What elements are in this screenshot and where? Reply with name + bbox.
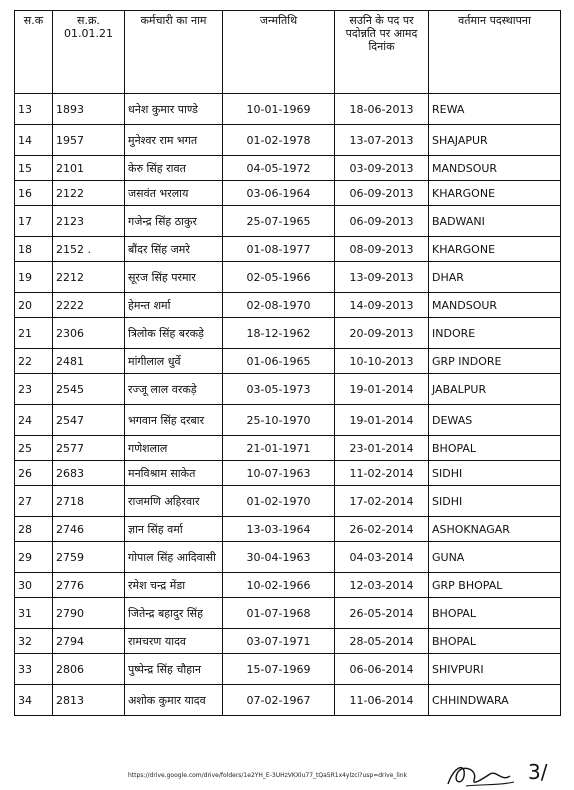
cell-sr: 2481 xyxy=(53,349,125,374)
cell-sno: 26 xyxy=(15,461,53,486)
table-row xyxy=(15,486,561,517)
cell-dob: 03-07-1971 xyxy=(223,629,335,654)
cell-dob: 10-01-1969 xyxy=(223,94,335,125)
cell-dob: 13-03-1964 xyxy=(223,517,335,542)
cell-sno: 18 xyxy=(15,237,53,262)
cell-promotion-date: 14-09-2013 xyxy=(335,293,429,318)
cell-promotion-date: 10-10-2013 xyxy=(335,349,429,374)
cell-sno: 32 xyxy=(15,629,53,654)
cell-sr: 2545 xyxy=(53,374,125,405)
table-row xyxy=(15,94,561,125)
table-row xyxy=(15,156,561,181)
table-row xyxy=(15,125,561,156)
cell-sno: 22 xyxy=(15,349,53,374)
cell-sr: 2152 . xyxy=(53,237,125,262)
cell-posting: DHAR xyxy=(429,262,561,293)
cell-posting: JABALPUR xyxy=(429,374,561,405)
cell-sno: 19 xyxy=(15,262,53,293)
cell-posting: KHARGONE xyxy=(429,237,561,262)
cell-posting: MANDSOUR xyxy=(429,156,561,181)
table-row xyxy=(15,318,561,349)
cell-posting: BHOPAL xyxy=(429,436,561,461)
cell-sno: 30 xyxy=(15,573,53,598)
cell-promotion-date: 04-03-2014 xyxy=(335,542,429,573)
cell-sno: 15 xyxy=(15,156,53,181)
cell-name: मुनेश्वर राम भगत xyxy=(125,125,223,156)
cell-sno: 33 xyxy=(15,654,53,685)
cell-name: बौंदर सिंह जमरे xyxy=(125,237,223,262)
cell-promotion-date: 26-02-2014 xyxy=(335,517,429,542)
cell-dob: 01-06-1965 xyxy=(223,349,335,374)
cell-promotion-date: 26-05-2014 xyxy=(335,598,429,629)
cell-sr: 2122 xyxy=(53,181,125,206)
cell-promotion-date: 12-03-2014 xyxy=(335,573,429,598)
table-row xyxy=(15,598,561,629)
table-row xyxy=(15,293,561,318)
cell-dob: 01-07-1968 xyxy=(223,598,335,629)
cell-sr: 2123 xyxy=(53,206,125,237)
cell-name: अशोक कुमार यादव xyxy=(125,685,223,716)
cell-promotion-date: 13-09-2013 xyxy=(335,262,429,293)
table-row xyxy=(15,262,561,293)
table-row xyxy=(15,517,561,542)
cell-sr: 2759 xyxy=(53,542,125,573)
cell-promotion-date: 06-09-2013 xyxy=(335,206,429,237)
table-row xyxy=(15,436,561,461)
cell-dob: 10-07-1963 xyxy=(223,461,335,486)
table-row xyxy=(15,405,561,436)
officers-table xyxy=(14,10,561,716)
cell-posting: INDORE xyxy=(429,318,561,349)
cell-dob: 03-05-1973 xyxy=(223,374,335,405)
cell-dob: 25-10-1970 xyxy=(223,405,335,436)
cell-sr: 2212 xyxy=(53,262,125,293)
cell-sr: 2547 xyxy=(53,405,125,436)
cell-name: राजमणि अहिरवार xyxy=(125,486,223,517)
cell-dob: 02-08-1970 xyxy=(223,293,335,318)
cell-sno: 28 xyxy=(15,517,53,542)
cell-promotion-date: 18-06-2013 xyxy=(335,94,429,125)
cell-posting: BHOPAL xyxy=(429,598,561,629)
cell-dob: 10-02-1966 xyxy=(223,573,335,598)
cell-posting: CHHINDWARA xyxy=(429,685,561,716)
cell-dob: 04-05-1972 xyxy=(223,156,335,181)
cell-promotion-date: 23-01-2014 xyxy=(335,436,429,461)
cell-sr: 2718 xyxy=(53,486,125,517)
cell-sno: 24 xyxy=(15,405,53,436)
cell-name: रज्जू लाल वरकड़े xyxy=(125,374,223,405)
cell-posting: SIDHI xyxy=(429,461,561,486)
cell-sno: 14 xyxy=(15,125,53,156)
cell-sno: 17 xyxy=(15,206,53,237)
cell-promotion-date: 11-02-2014 xyxy=(335,461,429,486)
header-posting: वर्तमान पदस्थापना xyxy=(429,11,561,94)
cell-promotion-date: 19-01-2014 xyxy=(335,405,429,436)
cell-sr: 2683 xyxy=(53,461,125,486)
cell-name: गणेशलाल xyxy=(125,436,223,461)
cell-sno: 27 xyxy=(15,486,53,517)
header-row xyxy=(15,11,561,94)
cell-promotion-date: 03-09-2013 xyxy=(335,156,429,181)
cell-posting: REWA xyxy=(429,94,561,125)
cell-promotion-date: 19-01-2014 xyxy=(335,374,429,405)
cell-posting: MANDSOUR xyxy=(429,293,561,318)
cell-sr: 2776 xyxy=(53,573,125,598)
cell-sno: 25 xyxy=(15,436,53,461)
cell-dob: 03-06-1964 xyxy=(223,181,335,206)
cell-posting: KHARGONE xyxy=(429,181,561,206)
cell-sr: 2813 xyxy=(53,685,125,716)
cell-name: भगवान सिंह दरबार xyxy=(125,405,223,436)
header-name: कर्मचारी का नाम xyxy=(125,11,223,94)
table-row xyxy=(15,685,561,716)
cell-sr: 2306 xyxy=(53,318,125,349)
table-row xyxy=(15,237,561,262)
cell-posting: BHOPAL xyxy=(429,629,561,654)
cell-posting: SIDHI xyxy=(429,486,561,517)
cell-dob: 01-02-1978 xyxy=(223,125,335,156)
cell-name: गजेन्द्र सिंह ठाकुर xyxy=(125,206,223,237)
cell-name: ज्ञान सिंह वर्मा xyxy=(125,517,223,542)
cell-name: पुष्पेन्द्र सिंह चौहान xyxy=(125,654,223,685)
cell-promotion-date: 28-05-2014 xyxy=(335,629,429,654)
table-row xyxy=(15,374,561,405)
cell-name: मांगीलाल धुर्वे xyxy=(125,349,223,374)
table-row xyxy=(15,573,561,598)
cell-posting: DEWAS xyxy=(429,405,561,436)
cell-posting: GUNA xyxy=(429,542,561,573)
table-row xyxy=(15,181,561,206)
cell-promotion-date: 06-06-2014 xyxy=(335,654,429,685)
table-row xyxy=(15,629,561,654)
cell-name: केरु सिंह रावत xyxy=(125,156,223,181)
cell-sr: 2794 xyxy=(53,629,125,654)
cell-name: रामचरण यादव xyxy=(125,629,223,654)
cell-name: जितेन्द्र बहादुर सिंह xyxy=(125,598,223,629)
table-row xyxy=(15,461,561,486)
signature-mark xyxy=(444,760,524,790)
cell-dob: 30-04-1963 xyxy=(223,542,335,573)
cell-dob: 07-02-1967 xyxy=(223,685,335,716)
cell-promotion-date: 08-09-2013 xyxy=(335,237,429,262)
cell-promotion-date: 11-06-2014 xyxy=(335,685,429,716)
cell-dob: 15-07-1969 xyxy=(223,654,335,685)
cell-sno: 21 xyxy=(15,318,53,349)
cell-promotion-date: 20-09-2013 xyxy=(335,318,429,349)
header-sr: स.क्र. 01.01.21 xyxy=(53,11,125,94)
cell-sr: 2222 xyxy=(53,293,125,318)
cell-sno: 20 xyxy=(15,293,53,318)
cell-name: जसवंत भरलाय xyxy=(125,181,223,206)
cell-promotion-date: 13-07-2013 xyxy=(335,125,429,156)
cell-sr: 2101 xyxy=(53,156,125,181)
cell-sno: 31 xyxy=(15,598,53,629)
cell-name: सूरज सिंह परमार xyxy=(125,262,223,293)
table-row xyxy=(15,542,561,573)
cell-posting: GRP BHOPAL xyxy=(429,573,561,598)
cell-sno: 29 xyxy=(15,542,53,573)
cell-name: मनविश्राम साकेत xyxy=(125,461,223,486)
cell-posting: SHIVPURI xyxy=(429,654,561,685)
header-sno: स.क xyxy=(15,11,53,94)
cell-name: धनेश कुमार पाण्डे xyxy=(125,94,223,125)
cell-sr: 1893 xyxy=(53,94,125,125)
cell-sr: 2806 xyxy=(53,654,125,685)
cell-sno: 16 xyxy=(15,181,53,206)
header-promotion-date: सउनि के पद पर पदोन्नति पर आमद दिनांक xyxy=(335,11,429,94)
cell-name: त्रिलोक सिंह बरकड़े xyxy=(125,318,223,349)
cell-sno: 23 xyxy=(15,374,53,405)
drive-link[interactable]: https://drive.google.com/drive/folders/1e2YH_E-3UHzVKXlu77_tQa5R1x4ylzci?usp=drive_link xyxy=(128,772,408,779)
cell-sr: 1957 xyxy=(53,125,125,156)
table-row xyxy=(15,654,561,685)
cell-sno: 34 xyxy=(15,685,53,716)
table-row xyxy=(15,206,561,237)
cell-dob: 01-02-1970 xyxy=(223,486,335,517)
cell-sno: 13 xyxy=(15,94,53,125)
cell-posting: ASHOKNAGAR xyxy=(429,517,561,542)
cell-sr: 2746 xyxy=(53,517,125,542)
cell-dob: 01-08-1977 xyxy=(223,237,335,262)
cell-sr: 2577 xyxy=(53,436,125,461)
cell-dob: 25-07-1965 xyxy=(223,206,335,237)
table-row xyxy=(15,349,561,374)
cell-dob: 21-01-1971 xyxy=(223,436,335,461)
cell-name: गोपाल सिंह आदिवासी xyxy=(125,542,223,573)
page-number: 3/ xyxy=(528,760,548,784)
cell-posting: SHAJAPUR xyxy=(429,125,561,156)
cell-promotion-date: 17-02-2014 xyxy=(335,486,429,517)
cell-posting: BADWANI xyxy=(429,206,561,237)
cell-name: रमेश चन्द्र मेंडा xyxy=(125,573,223,598)
cell-promotion-date: 06-09-2013 xyxy=(335,181,429,206)
cell-dob: 18-12-1962 xyxy=(223,318,335,349)
cell-dob: 02-05-1966 xyxy=(223,262,335,293)
cell-sr: 2790 xyxy=(53,598,125,629)
cell-posting: GRP INDORE xyxy=(429,349,561,374)
cell-name: हेमन्त शर्मा xyxy=(125,293,223,318)
header-dob: जन्मतिथि xyxy=(223,11,335,94)
